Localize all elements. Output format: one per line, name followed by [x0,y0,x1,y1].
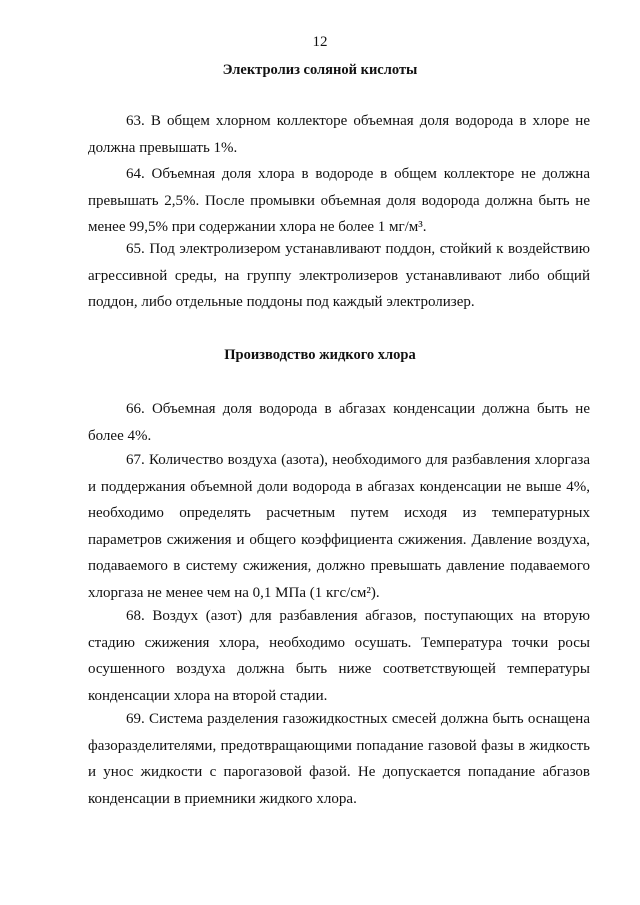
section-heading-electrolysis: Электролиз соляной кислоты [222,62,418,78]
paragraph-66: 66. Объемная доля водорода в абгазах конденсации должна быть не более 4%. [88,401,590,444]
paragraph-68: 68. Воздух (азот) для разбавления абгазов, поступающих на вторую стадию сжижения хлора, необходимо осушать. Температура точки росы осушенного воздуха должна быть ниже соответствующей температуры конденсации хлора на второй стадии. [88,608,590,704]
section-heading-liquid-chlorine: Производство жидкого хлора [224,347,416,363]
paragraph-69: 69. Система разделения газожидкостных смесей должна быть оснащена фазоразделителями, предотвращающими попадание газовой фазы в жидкость и унос жидкости с парогазовой фазой. Не допускается попадание абгазов конденсации в приемники жидкого хлора. [88,711,590,807]
page-number: 12 [312,34,328,50]
paragraph-63: 63. В общем хлорном коллекторе объемная доля водорода в хлоре не должна превышать 1%. [88,113,590,156]
paragraph-65: 65. Под электролизером устанавливают поддон, стойкий к воздействию агрессивной среды, на группу электролизеров устанавливают либо общий поддон, либо отдельные поддоны под каждый электролизер. [88,241,590,311]
paragraph-64: 64. Объемная доля хлора в водороде в общем коллекторе не должна превышать 2,5%. После промывки объемная доля водорода должна быть не менее 99,5% при содержании хлора не более 1 мг/м³. [88,166,590,236]
paragraph-67: 67. Количество воздуха (азота), необходимого для разбавления хлоргаза и поддержания объемной доли водорода в абгазах конденсации не выше 4%, необходимо определять расчетным путем исходя из температурных параметров сжижения и общего коэффициента сжижения. Давление воздуха, подаваемого в систему сжижения, должно превышать давление подаваемого хлоргаза не менее чем на 0,1 МПа (1 кгс/см²). [88,452,590,601]
